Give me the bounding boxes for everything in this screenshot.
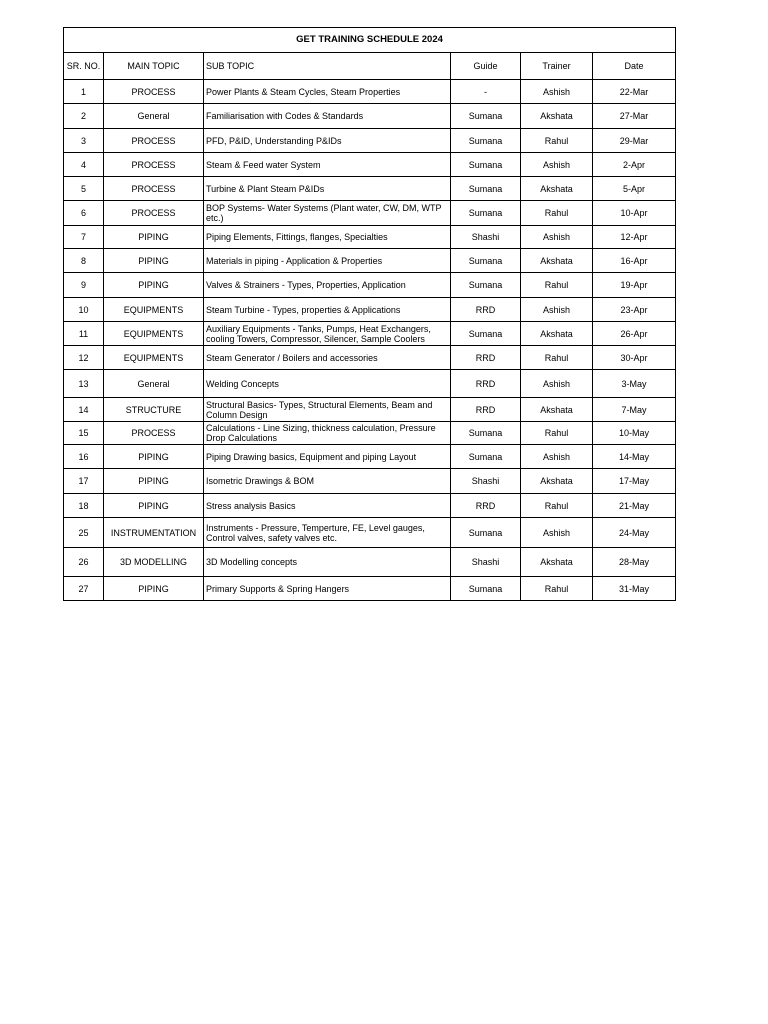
sr-no-cell: 6 (64, 201, 104, 226)
sr-no-cell: 26 (64, 548, 104, 577)
date-cell: 28-May (593, 548, 676, 577)
sub-topic-cell: Stress analysis Basics (204, 494, 451, 518)
table-row (64, 177, 676, 201)
main-topic-cell: STRUCTURE (104, 398, 204, 422)
trainer-cell: Ashish (521, 518, 593, 548)
trainer-cell: Ashish (521, 80, 593, 104)
sr-no-cell: 9 (64, 273, 104, 298)
sr-no-cell: 1 (64, 80, 104, 104)
trainer-cell: Ashish (521, 226, 593, 249)
guide-cell: RRD (451, 298, 521, 322)
sub-topic-cell: Steam & Feed water System (204, 153, 451, 177)
trainer-cell: Rahul (521, 273, 593, 298)
table-row (64, 577, 676, 601)
table-row (64, 80, 676, 104)
trainer-cell: Rahul (521, 577, 593, 601)
date-cell: 19-Apr (593, 273, 676, 298)
table-row (64, 298, 676, 322)
trainer-cell: Ashish (521, 153, 593, 177)
date-cell: 16-Apr (593, 249, 676, 273)
date-cell: 24-May (593, 518, 676, 548)
sub-topic-cell: Steam Turbine - Types, properties & Applications (204, 298, 451, 322)
date-cell: 27-Mar (593, 104, 676, 129)
main-topic-cell: PIPING (104, 469, 204, 494)
main-topic-cell: PROCESS (104, 80, 204, 104)
main-topic-cell: INSTRUMENTATION (104, 518, 204, 548)
main-topic-cell: General (104, 370, 204, 398)
guide-cell: Sumana (451, 201, 521, 226)
table-row (64, 422, 676, 445)
trainer-cell: Akshata (521, 322, 593, 346)
header-sub-topic: SUB TOPIC (204, 53, 451, 80)
main-topic-cell: PIPING (104, 273, 204, 298)
table-row (64, 518, 676, 548)
trainer-cell: Ashish (521, 298, 593, 322)
sr-no-cell: 13 (64, 370, 104, 398)
date-cell: 21-May (593, 494, 676, 518)
date-cell: 17-May (593, 469, 676, 494)
sub-topic-cell: Structural Basics- Types, Structural Elements, Beam and Column Design (204, 398, 451, 422)
guide-cell: Sumana (451, 104, 521, 129)
sr-no-cell: 17 (64, 469, 104, 494)
header-date: Date (593, 53, 676, 80)
sub-topic-cell: Isometric Drawings & BOM (204, 469, 451, 494)
sr-no-cell: 5 (64, 177, 104, 201)
sr-no-cell: 7 (64, 226, 104, 249)
table-row (64, 469, 676, 494)
guide-cell: Shashi (451, 226, 521, 249)
schedule-body (64, 80, 676, 601)
sub-topic-cell: Piping Drawing basics, Equipment and piping Layout (204, 445, 451, 469)
date-cell: 7-May (593, 398, 676, 422)
table-row (64, 370, 676, 398)
date-cell: 14-May (593, 445, 676, 469)
sub-topic-cell: Materials in piping - Application & Properties (204, 249, 451, 273)
table-row (64, 445, 676, 469)
date-cell: 26-Apr (593, 322, 676, 346)
header-row (64, 53, 676, 80)
guide-cell: RRD (451, 398, 521, 422)
date-cell: 5-Apr (593, 177, 676, 201)
trainer-cell: Akshata (521, 104, 593, 129)
guide-cell: Shashi (451, 548, 521, 577)
guide-cell: Sumana (451, 322, 521, 346)
main-topic-cell: EQUIPMENTS (104, 322, 204, 346)
header-guide: Guide (451, 53, 521, 80)
table-row (64, 129, 676, 153)
sr-no-cell: 11 (64, 322, 104, 346)
guide-cell: RRD (451, 494, 521, 518)
main-topic-cell: PROCESS (104, 422, 204, 445)
table-row (64, 322, 676, 346)
date-cell: 10-Apr (593, 201, 676, 226)
main-topic-cell: PIPING (104, 494, 204, 518)
trainer-cell: Ashish (521, 445, 593, 469)
trainer-cell: Rahul (521, 346, 593, 370)
sr-no-cell: 25 (64, 518, 104, 548)
sub-topic-cell: Primary Supports & Spring Hangers (204, 577, 451, 601)
header-trainer: Trainer (521, 53, 593, 80)
date-cell: 3-May (593, 370, 676, 398)
sub-topic-cell: Instruments - Pressure, Temperture, FE, Level gauges, Control valves, safety valves etc. (204, 518, 451, 548)
table-row (64, 548, 676, 577)
table-row (64, 153, 676, 177)
guide-cell: Shashi (451, 469, 521, 494)
sub-topic-cell: Steam Generator / Boilers and accessories (204, 346, 451, 370)
sub-topic-cell: Turbine & Plant Steam P&IDs (204, 177, 451, 201)
sr-no-cell: 16 (64, 445, 104, 469)
sr-no-cell: 8 (64, 249, 104, 273)
sr-no-cell: 2 (64, 104, 104, 129)
guide-cell: Sumana (451, 249, 521, 273)
trainer-cell: Rahul (521, 129, 593, 153)
guide-cell: RRD (451, 370, 521, 398)
table-row (64, 494, 676, 518)
sr-no-cell: 14 (64, 398, 104, 422)
date-cell: 12-Apr (593, 226, 676, 249)
guide-cell: Sumana (451, 177, 521, 201)
date-cell: 10-May (593, 422, 676, 445)
sub-topic-cell (204, 322, 451, 346)
sr-no-cell: 18 (64, 494, 104, 518)
guide-cell: Sumana (451, 577, 521, 601)
main-topic-cell: General (104, 104, 204, 129)
table-row (64, 226, 676, 249)
main-topic-cell: 3D MODELLING (104, 548, 204, 577)
table-row (64, 104, 676, 129)
table-row (64, 249, 676, 273)
date-cell: 30-Apr (593, 346, 676, 370)
trainer-cell: Rahul (521, 494, 593, 518)
sub-topic-cell: BOP Systems- Water Systems (Plant water, CW, DM, WTP etc.) (204, 201, 451, 226)
main-topic-cell: PIPING (104, 226, 204, 249)
guide-cell: Sumana (451, 273, 521, 298)
sub-topic-cell: PFD, P&ID, Understanding P&IDs (204, 129, 451, 153)
date-cell: 2-Apr (593, 153, 676, 177)
sub-topic-cell: Valves & Strainers - Types, Properties, Application (204, 273, 451, 298)
sr-no-cell: 10 (64, 298, 104, 322)
trainer-cell: Rahul (521, 422, 593, 445)
date-cell: 23-Apr (593, 298, 676, 322)
trainer-cell: Akshata (521, 398, 593, 422)
guide-cell: Sumana (451, 153, 521, 177)
sr-no-cell: 27 (64, 577, 104, 601)
guide-cell: RRD (451, 346, 521, 370)
main-topic-cell: PROCESS (104, 129, 204, 153)
table-row (64, 346, 676, 370)
main-topic-cell: PIPING (104, 577, 204, 601)
sub-topic-cell: Welding Concepts (204, 370, 451, 398)
guide-cell: Sumana (451, 422, 521, 445)
guide-cell: Sumana (451, 518, 521, 548)
trainer-cell: Akshata (521, 249, 593, 273)
sr-no-cell: 12 (64, 346, 104, 370)
main-topic-cell: EQUIPMENTS (104, 298, 204, 322)
guide-cell: Sumana (451, 129, 521, 153)
main-topic-cell: PIPING (104, 445, 204, 469)
training-schedule-table (63, 27, 676, 601)
main-topic-cell: PIPING (104, 249, 204, 273)
header-main-topic: MAIN TOPIC (104, 53, 204, 80)
guide-cell: - (451, 80, 521, 104)
table-row (64, 398, 676, 422)
sr-no-cell: 4 (64, 153, 104, 177)
trainer-cell: Akshata (521, 548, 593, 577)
guide-cell: Sumana (451, 445, 521, 469)
main-topic-cell: PROCESS (104, 201, 204, 226)
trainer-cell: Ashish (521, 370, 593, 398)
main-topic-cell: PROCESS (104, 153, 204, 177)
sub-topic-cell: 3D Modelling concepts (204, 548, 451, 577)
sub-topic-cell: Piping Elements, Fittings, flanges, Specialties (204, 226, 451, 249)
sub-topic-cell: Calculations - Line Sizing, thickness calculation, Pressure Drop Calculations (204, 422, 451, 445)
date-cell: 29-Mar (593, 129, 676, 153)
header-sr-no: SR. NO. (64, 53, 104, 80)
sr-no-cell: 3 (64, 129, 104, 153)
sr-no-cell: 15 (64, 422, 104, 445)
trainer-cell: Rahul (521, 201, 593, 226)
sub-topic-cell: Power Plants & Steam Cycles, Steam Properties (204, 80, 451, 104)
sub-topic-cell: Familiarisation with Codes & Standards (204, 104, 451, 129)
table-row (64, 273, 676, 298)
main-topic-cell: PROCESS (104, 177, 204, 201)
sub-topic-text: Auxiliary Equipments - Tanks, Pumps, Heat Exchangers, cooling Towers, Compressor, Silencer, Sample Coolers (206, 323, 431, 344)
table-row (64, 201, 676, 226)
trainer-cell: Akshata (521, 177, 593, 201)
date-cell: 22-Mar (593, 80, 676, 104)
schedule-title: GET TRAINING SCHEDULE 2024 (64, 28, 676, 53)
main-topic-cell: EQUIPMENTS (104, 346, 204, 370)
date-cell: 31-May (593, 577, 676, 601)
trainer-cell: Akshata (521, 469, 593, 494)
